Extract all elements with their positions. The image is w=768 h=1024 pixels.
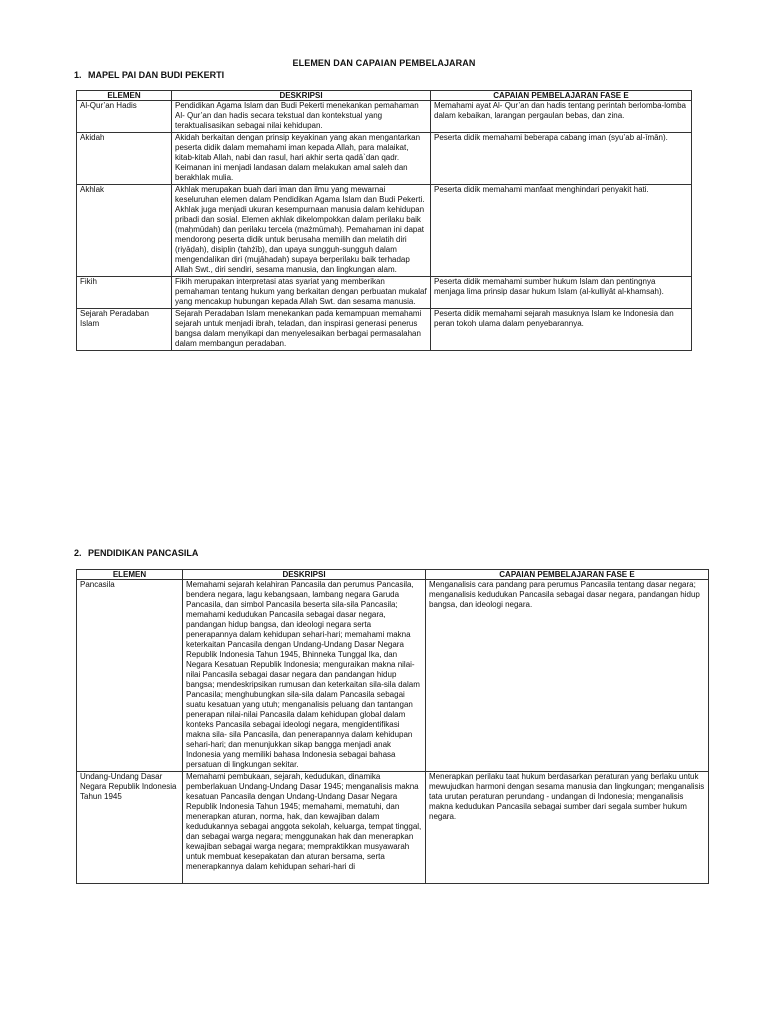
cell-deskripsi: Akidah berkaitan dengan prinsip keyakinan yang akan mengantarkan peserta didik dalam memahami iman kepada Allah, para malaikat, kitab-kitab Allah, nabi dan rasul, hari akhir serta qadā`dan qadr. Keimanan ini menjadi landasan dalam melakukan amal saleh dan berakhlak mulia. [172,133,431,185]
section-2-number: 2. [74,548,82,558]
column-header-capaian: CAPAIAN PEMBELAJARAN FASE E [431,91,692,101]
section-2-title: PENDIDIKAN PANCASILA [88,548,199,558]
cell-elemen: Akidah [77,133,172,185]
cell-capaian: Peserta didik memahami sejarah masuknya Islam ke Indonesia dan peran tokoh ulama dalam penyebarannya. [431,309,692,351]
table-row [77,277,692,309]
cell-deskripsi: Akhlak merupakan buah dari iman dan ilmu yang mewarnai keseluruhan elemen dalam Pendidikan Agama Islam dan Budi Pekerti. Akhlak juga menjadi ukuran kesempurnaan manusia dalam kehidupan pribadi dan sosial. Elemen akhlak dikelompokkan dalam perilaku baik (maḥmūdah) dan perilaku tercela (mażmūmah). Pemahaman ini dapat mendorong peserta didik untuk berusaha memilih dan melatih diri (riyāḍah), disiplin (tahżīb), dan upaya sungguh-sungguh dalam mengendalikan diri (mujāhadah) supaya berperilaku baik terhadap Allah Swt., diri sendiri, sesama manusia, dan lingkungan alam. [172,185,431,277]
cell-elemen: Fikih [77,277,172,309]
table-header-row [77,570,709,580]
column-header-elemen: ELEMEN [77,91,172,101]
section-2-heading [74,548,198,558]
cell-elemen: Al-Qur’an Hadis [77,101,172,133]
cell-elemen: Pancasila [77,580,183,772]
table-row [77,133,692,185]
document-title: ELEMEN DAN CAPAIAN PEMBELAJARAN [292,58,476,68]
cell-elemen: Undang-Undang Dasar Negara Republik Indonesia Tahun 1945 [77,772,183,884]
cell-deskripsi: Memahami sejarah kelahiran Pancasila dan perumus Pancasila, bendera negara, lagu kebangsaan, lambang negara Garuda Pancasila, dan simbol Pancasila beserta sila-sila Pancasila; memahami kedudukan Pancasila sebagai dasar negara, pandangan hidup bangsa, dan ideologi negara serta penerapannya dalam kehidupan sehari-hari; memahami makna keterkaitan Pancasila dengan Undang-Undang Dasar Negara Republik Indonesia Tahun 1945, Bhinneka Tunggal Ika, dan Negara Kesatuan Republik Indonesia; menguraikan makna nilai-nilai Pancasila sebagai dasar negara dan pandangan hidup bangsa; mendeskripsikan rumusan dan keterkaitan sila-sila dalam Pancasila; menghubungkan sila-sila dalam Pancasila sebagai suatu kesatuan yang utuh; menganalisis peluang dan tantangan penerapan nilai-nilai Pancasila dalam kehidupan global dalam konteks Pancasila sebagai ideologi negara, mengidentifikasi makna sila- sila Pancasila, dan penerapannya dalam kehidupan sehari-hari; dan menunjukkan sikap bangga menjadi anak Indonesia yang memiliki bahasa Indonesia sebagai bahasa persatuan di lingkungan sekitar. [183,580,426,772]
section-1-title: MAPEL PAI DAN BUDI PEKERTI [88,70,225,80]
table-row [77,185,692,277]
cell-elemen: Akhlak [77,185,172,277]
column-header-deskripsi: DESKRIPSI [172,91,431,101]
cell-capaian: Peserta didik memahami sumber hukum Islam dan pentingnya menjaga lima prinsip dasar hukum Islam (al-kulliyāt al-khamsah). [431,277,692,309]
section-1-number: 1. [74,70,82,80]
pai-table [76,90,692,351]
column-header-deskripsi: DESKRIPSI [183,570,426,580]
table-row [77,580,709,772]
cell-deskripsi: Pendidikan Agama Islam dan Budi Pekerti menekankan pemahaman Al- Qur’an dan hadis secara tekstual dan kontekstual yang teraktualisasikan sebagai nilai kehidupan. [172,101,431,133]
cell-capaian: Menganalisis cara pandang para perumus Pancasila tentang dasar negara; menganalisis kedudukan Pancasila sebagai dasar negara, pandangan hidup bangsa, dan ideologi negara. [426,580,709,772]
column-header-elemen: ELEMEN [77,570,183,580]
cell-capaian: Peserta didik memahami beberapa cabang iman (syu’ab al-īmān). [431,133,692,185]
cell-deskripsi: Sejarah Peradaban Islam menekankan pada kemampuan memahami sejarah untuk menjadi ibrah, teladan, dan inspirasi generasi penerus bangsa dalam menyikapi dan menyelesaikan berbagai permasalahan dalam membangun peradaban. [172,309,431,351]
cell-capaian: Peserta didik memahami manfaat menghindari penyakit hati. [431,185,692,277]
cell-deskripsi [183,772,426,884]
pancasila-table [76,569,709,884]
table-row [77,772,709,884]
cell-capaian: Memahami ayat Al- Qur’an dan hadis tentang perintah berlomba-lomba dalam kebaikan, larangan pergaulan bebas, dan zina. [431,101,692,133]
table-row [77,101,692,133]
column-header-capaian: CAPAIAN PEMBELAJARAN FASE E [426,570,709,580]
section-1-heading [74,70,224,80]
cell-deskripsi-text: Memahami pembukaan, sejarah, kedudukan, dinamika pemberlakuan Undang-Undang Dasar 1945; menganalisis makna kesatuan Pancasila dengan Undang-Undang Dasar Negara Republik Indonesia Tahun 1945; memahami, mematuhi, dan menerapkan aturan, norma, hak, dan kewajiban dalam kedudukannya sebagai anggota sekolah, keluarga, tempat tinggal, dan sebagai warga negara; menggunakan hak dan menerapkan kewajiban sebagai warga negara; mempraktikkan musyawarah untuk membuat kesepakatan dan aturan bersama, serta menerapkannya dalam kehidupan sehari-hari di [186,772,422,871]
table-header-row [77,91,692,101]
cell-elemen: Sejarah Peradaban Islam [77,309,172,351]
cell-capaian: Menerapkan perilaku taat hukum berdasarkan peraturan yang berlaku untuk mewujudkan harmoni dengan sesama manusia dan lingkungan; menganalisis tata urutan peraturan perundang - undangan di Indonesia; menganalisis makna kedudukan Pancasila sebagai sumber dari segala sumber hukum negara. [426,772,709,884]
cell-deskripsi: Fikih merupakan interpretasi atas syariat yang memberikan pemahaman tentang hukum yang berkaitan dengan perbuatan mukalaf yang mencakup hubungan kepada Allah Swt. dan sesama manusia. [172,277,431,309]
table-row [77,309,692,351]
